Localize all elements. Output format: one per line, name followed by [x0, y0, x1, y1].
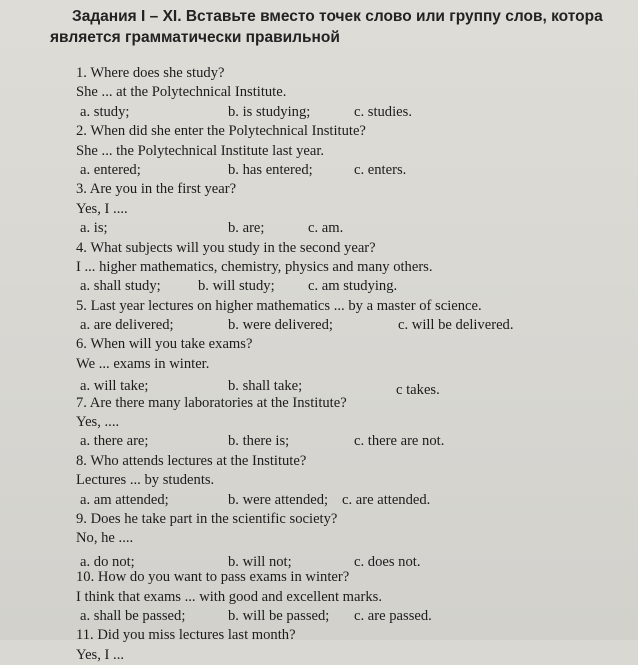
sentence: Yes, .... — [76, 414, 120, 431]
sentence: No, he .... — [76, 530, 134, 547]
option-c: c takes. — [396, 382, 440, 399]
option-b: b. is studying; — [228, 103, 311, 120]
option-c: c. will be delivered. — [398, 317, 514, 334]
answer-options — [76, 316, 638, 335]
option-b: b. will be passed; — [228, 607, 330, 624]
question: 10. How do you want to pass exams in winter? — [76, 569, 350, 586]
question: 3. Are you in the first year? — [76, 181, 237, 198]
option-a: a. shall be passed; — [80, 607, 186, 624]
exercise-item-2 — [76, 122, 638, 180]
question: 5. Last year lectures on higher mathematics ... by a master of science. — [76, 297, 482, 314]
exercise-item-3 — [76, 180, 638, 238]
question: 9. Does he take part in the scientific society? — [76, 510, 338, 527]
question: 4. What subjects will you study in the second year? — [76, 239, 376, 256]
exercise-item-1 — [76, 64, 638, 122]
option-c: c. does not. — [354, 553, 421, 570]
answer-options — [76, 553, 638, 572]
sentence: I ... higher mathematics, chemistry, physics and many others. — [76, 258, 433, 275]
question: 6. When will you take exams? — [76, 336, 253, 353]
header-line-2: является грамматически правильной — [50, 29, 340, 46]
header-line-1: Задания I – XI. Вставьте вместо точек слово или группу слов, котора — [72, 8, 603, 25]
option-a: a. entered; — [80, 161, 141, 178]
option-c: c. studies. — [354, 103, 412, 120]
exercise-header — [50, 6, 638, 48]
exercise-item-7 — [76, 394, 638, 452]
option-a: a. are delivered; — [80, 317, 174, 334]
option-a: a. is; — [80, 220, 108, 237]
sentence: We ... exams in winter. — [76, 355, 210, 372]
option-c: c. am. — [308, 220, 344, 237]
option-c: c. am studying. — [308, 278, 398, 295]
sentence: Lectures ... by students. — [76, 472, 215, 489]
question: 11. Did you miss lectures last month? — [76, 627, 296, 644]
exercise-item-8 — [76, 452, 638, 510]
exercise-item-5 — [76, 297, 638, 336]
exercise-item-9 — [76, 510, 638, 568]
option-c: c. are passed. — [354, 607, 432, 624]
option-a: a. study; — [80, 103, 130, 120]
exercise-item-6 — [76, 335, 638, 399]
option-a: a. am attended; — [80, 491, 169, 508]
answer-options — [76, 491, 638, 510]
answer-options — [76, 607, 638, 626]
sentence: Yes, I .... — [76, 200, 128, 217]
exercise-item-11 — [76, 626, 638, 665]
option-a: a. will take; — [80, 378, 149, 395]
option-a: a. there are; — [80, 433, 149, 450]
sentence: She ... at the Polytechnical Institute. — [76, 84, 287, 101]
answer-options — [76, 161, 638, 180]
exercise-list — [76, 64, 638, 665]
exercise-item-10 — [76, 568, 638, 626]
option-b: b. shall take; — [228, 378, 303, 395]
exercise-item-4 — [76, 239, 638, 297]
option-c: c. enters. — [354, 161, 407, 178]
option-b: b. there is; — [228, 433, 290, 450]
option-b: b. were attended; — [228, 491, 329, 508]
option-b: b. has entered; — [228, 161, 313, 178]
option-b: b. will not; — [228, 553, 292, 570]
answer-options — [76, 103, 638, 122]
question: 1. Where does she study? — [76, 65, 225, 81]
option-b: b. will study; — [198, 278, 275, 295]
question: 7. Are there many laboratories at the Institute? — [76, 394, 347, 411]
option-b: b. are; — [228, 220, 265, 237]
answer-options — [76, 377, 638, 399]
option-b: b. were delivered; — [228, 317, 333, 334]
option-a: a. shall study; — [80, 278, 161, 295]
question: 2. When did she enter the Polytechnical Institute? — [76, 123, 366, 140]
answer-options — [76, 219, 638, 238]
option-c: c. are attended. — [342, 491, 431, 508]
option-a: a. do not; — [80, 553, 135, 570]
sentence: I think that exams ... with good and excellent marks. — [76, 588, 382, 605]
sentence: She ... the Polytechnical Institute last year. — [76, 142, 325, 159]
option-c: c. there are not. — [354, 433, 445, 450]
question: 8. Who attends lectures at the Institute? — [76, 452, 307, 469]
answer-options — [76, 277, 638, 296]
sentence: Yes, I ... — [76, 646, 124, 663]
answer-options — [76, 432, 638, 451]
